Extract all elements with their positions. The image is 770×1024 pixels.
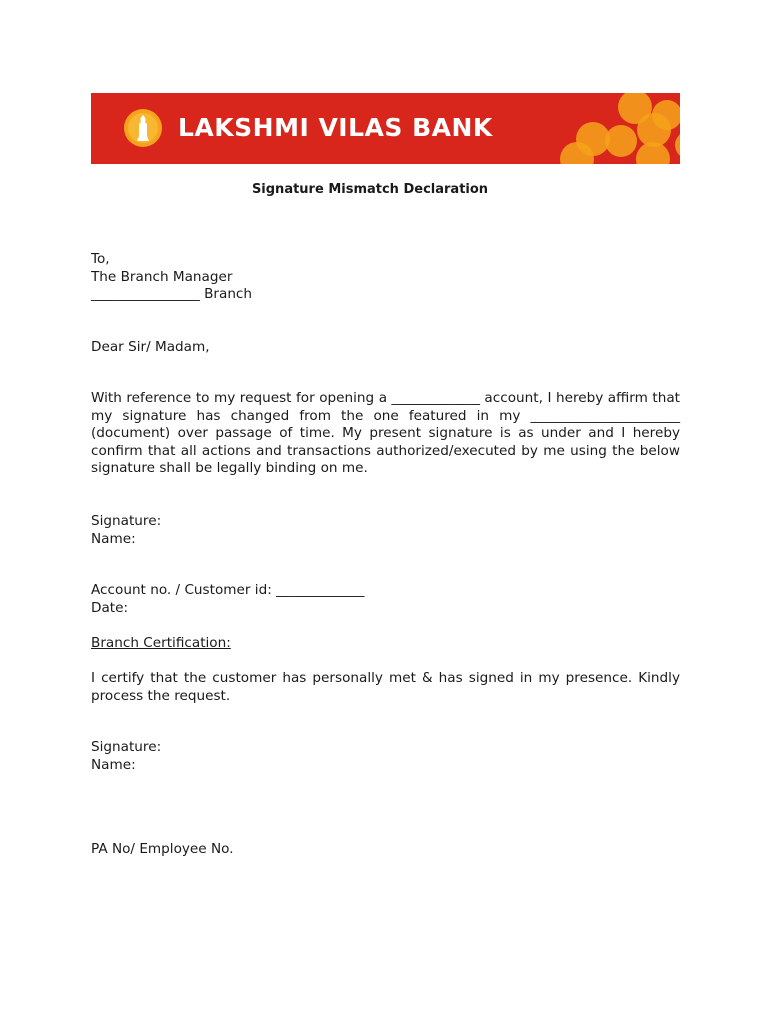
lakshmi-logo-icon	[123, 108, 163, 148]
address-to: To,	[91, 251, 110, 267]
account-block	[91, 582, 680, 617]
address-block	[91, 251, 680, 304]
bank-header-banner	[91, 93, 680, 164]
customer-signature-label: Signature:	[91, 513, 162, 529]
document-title: Signature Mismatch Declaration	[251, 182, 489, 197]
address-branch: ________________ Branch	[91, 286, 253, 302]
salutation: Dear Sir/ Madam,	[91, 339, 210, 355]
branch-name-label: Name:	[91, 756, 136, 773]
address-recipient: The Branch Manager	[91, 268, 233, 285]
certification-text: I certify that the customer has personally met & has signed in my presence. Kindly process the request.	[91, 670, 680, 704]
bank-name: LAKSHMI VILAS BANK	[178, 113, 493, 142]
certification-heading: Branch Certification:	[91, 635, 231, 651]
customer-name-label: Name:	[91, 530, 136, 547]
account-label: Account no. / Customer id: _____________	[91, 582, 365, 598]
declaration-paragraph: With reference to my request for opening a _____________ account, I hereby affirm that my signature has changed from the one featured in my ______________________ (document) over passage of time. My present signature is as under and I hereby confirm that all actions and transactions authorized/executed by me using the below signature shall be legally binding on me.	[91, 390, 680, 476]
branch-signature-block	[91, 739, 680, 774]
branch-signature-label: Signature:	[91, 739, 162, 755]
date-label: Date:	[91, 599, 129, 616]
employee-number-label: PA No/ Employee No.	[91, 841, 234, 857]
customer-signature-block	[91, 513, 680, 548]
